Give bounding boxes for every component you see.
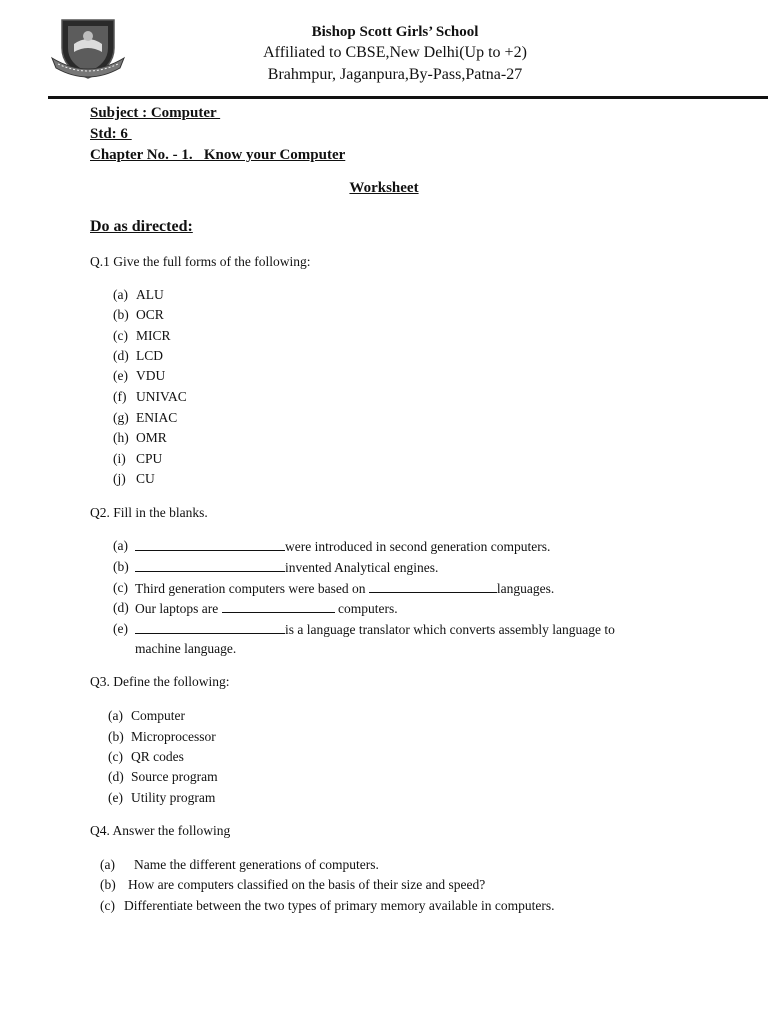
item-marker: (c) [108, 749, 123, 764]
item-marker: (a) [100, 857, 115, 872]
item-marker: (d) [108, 769, 124, 784]
answer-blank [135, 559, 285, 572]
chapter-line: Chapter No. - 1. Know your Computer [90, 147, 346, 163]
list-item [113, 538, 550, 555]
item-text: QR codes [131, 749, 184, 764]
list-item [113, 368, 165, 384]
school-address: Brahmpur, Jaganpura,By-Pass,Patna-27 [267, 66, 523, 83]
list-item [113, 389, 187, 405]
item-text: Utility program [131, 790, 216, 805]
list-item [113, 580, 554, 597]
item-marker: (c) [100, 898, 115, 913]
list-item [113, 410, 177, 426]
answer-blank [135, 621, 285, 634]
std-line: Std: 6 [90, 126, 132, 142]
list-item [113, 430, 167, 446]
q4-prompt: Q4. Answer the following [90, 823, 231, 838]
text-after: computers. [334, 601, 398, 616]
item-text: How are computers classified on the basis of their size and speed? [128, 877, 486, 892]
list-item [100, 857, 379, 873]
item-text: Source program [131, 769, 218, 784]
item-text: CU [136, 471, 155, 486]
item-text: ALU [136, 287, 164, 302]
item-marker: (h) [113, 430, 129, 445]
item-text [135, 538, 550, 555]
list-item [113, 328, 171, 344]
item-marker: (j) [113, 471, 126, 486]
item-marker: (c) [113, 580, 128, 595]
item-marker: (c) [113, 328, 128, 343]
item-marker: (b) [113, 559, 129, 574]
list-item [113, 348, 163, 364]
item-marker: (a) [113, 538, 128, 553]
item-text: Differentiate between the two types of primary memory available in computers. [124, 898, 555, 913]
subject-line: Subject : Computer [90, 105, 221, 121]
item-marker: (e) [113, 368, 128, 383]
school-name: Bishop Scott Girls’ School [311, 24, 479, 40]
item-marker: (i) [113, 451, 126, 466]
list-item [100, 898, 554, 914]
item-text: LCD [136, 348, 163, 363]
school-crest-logo [48, 14, 128, 82]
item-text [135, 580, 554, 597]
text-after: were introduced in second generation computers. [285, 539, 551, 554]
list-item [113, 471, 155, 487]
item-text: UNIVAC [136, 389, 187, 404]
item-text: MICR [136, 328, 171, 343]
item-marker: (b) [113, 307, 129, 322]
item-text [135, 600, 398, 617]
list-item [113, 451, 162, 467]
list-item [113, 559, 438, 576]
item-marker: (e) [108, 790, 123, 805]
list-item [108, 749, 184, 765]
item-text: CPU [136, 451, 163, 466]
directions-heading: Do as directed: [90, 218, 193, 235]
q2-item-e-continuation: machine language. [135, 641, 237, 656]
answer-blank [135, 538, 285, 551]
text-after: languages. [496, 581, 555, 596]
text-before: Our laptops are [135, 601, 222, 616]
item-text: ENIAC [136, 410, 178, 425]
list-item [108, 769, 218, 785]
item-text: Computer [131, 708, 185, 723]
q3-prompt: Q3. Define the following: [90, 674, 230, 689]
item-text: VDU [136, 368, 166, 383]
item-text: OMR [136, 430, 167, 445]
item-marker: (d) [113, 600, 129, 615]
item-marker: (b) [100, 877, 116, 892]
list-item [108, 708, 185, 724]
text-before: Third generation computers were based on [135, 581, 369, 596]
list-item [113, 621, 615, 638]
list-item [108, 729, 216, 745]
item-marker: (d) [113, 348, 129, 363]
school-affiliation: Affiliated to CBSE,New Delhi(Up to +2) [263, 44, 527, 61]
worksheet-title: Worksheet [349, 180, 419, 196]
item-text: Name the different generations of computers. [134, 857, 379, 872]
q1-prompt: Q.1 Give the full forms of the following: [90, 254, 311, 269]
list-item [113, 307, 164, 323]
item-marker: (b) [108, 729, 124, 744]
item-marker: (e) [113, 621, 128, 636]
list-item [108, 790, 215, 806]
item-marker: (f) [113, 389, 127, 404]
q2-prompt: Q2. Fill in the blanks. [90, 505, 208, 520]
list-item [113, 600, 398, 617]
list-item [113, 287, 164, 303]
item-text [135, 559, 438, 576]
answer-blank [369, 580, 497, 593]
item-text: OCR [136, 307, 164, 322]
item-marker: (a) [108, 708, 123, 723]
item-text [135, 621, 615, 638]
answer-blank [222, 600, 335, 613]
item-text: Microprocessor [131, 729, 216, 744]
text-after: invented Analytical engines. [285, 560, 439, 575]
item-marker: (a) [113, 287, 128, 302]
header-divider [48, 96, 768, 99]
item-marker: (g) [113, 410, 129, 425]
list-item [100, 877, 485, 893]
text-after: is a language translator which converts assembly language to [285, 622, 615, 637]
